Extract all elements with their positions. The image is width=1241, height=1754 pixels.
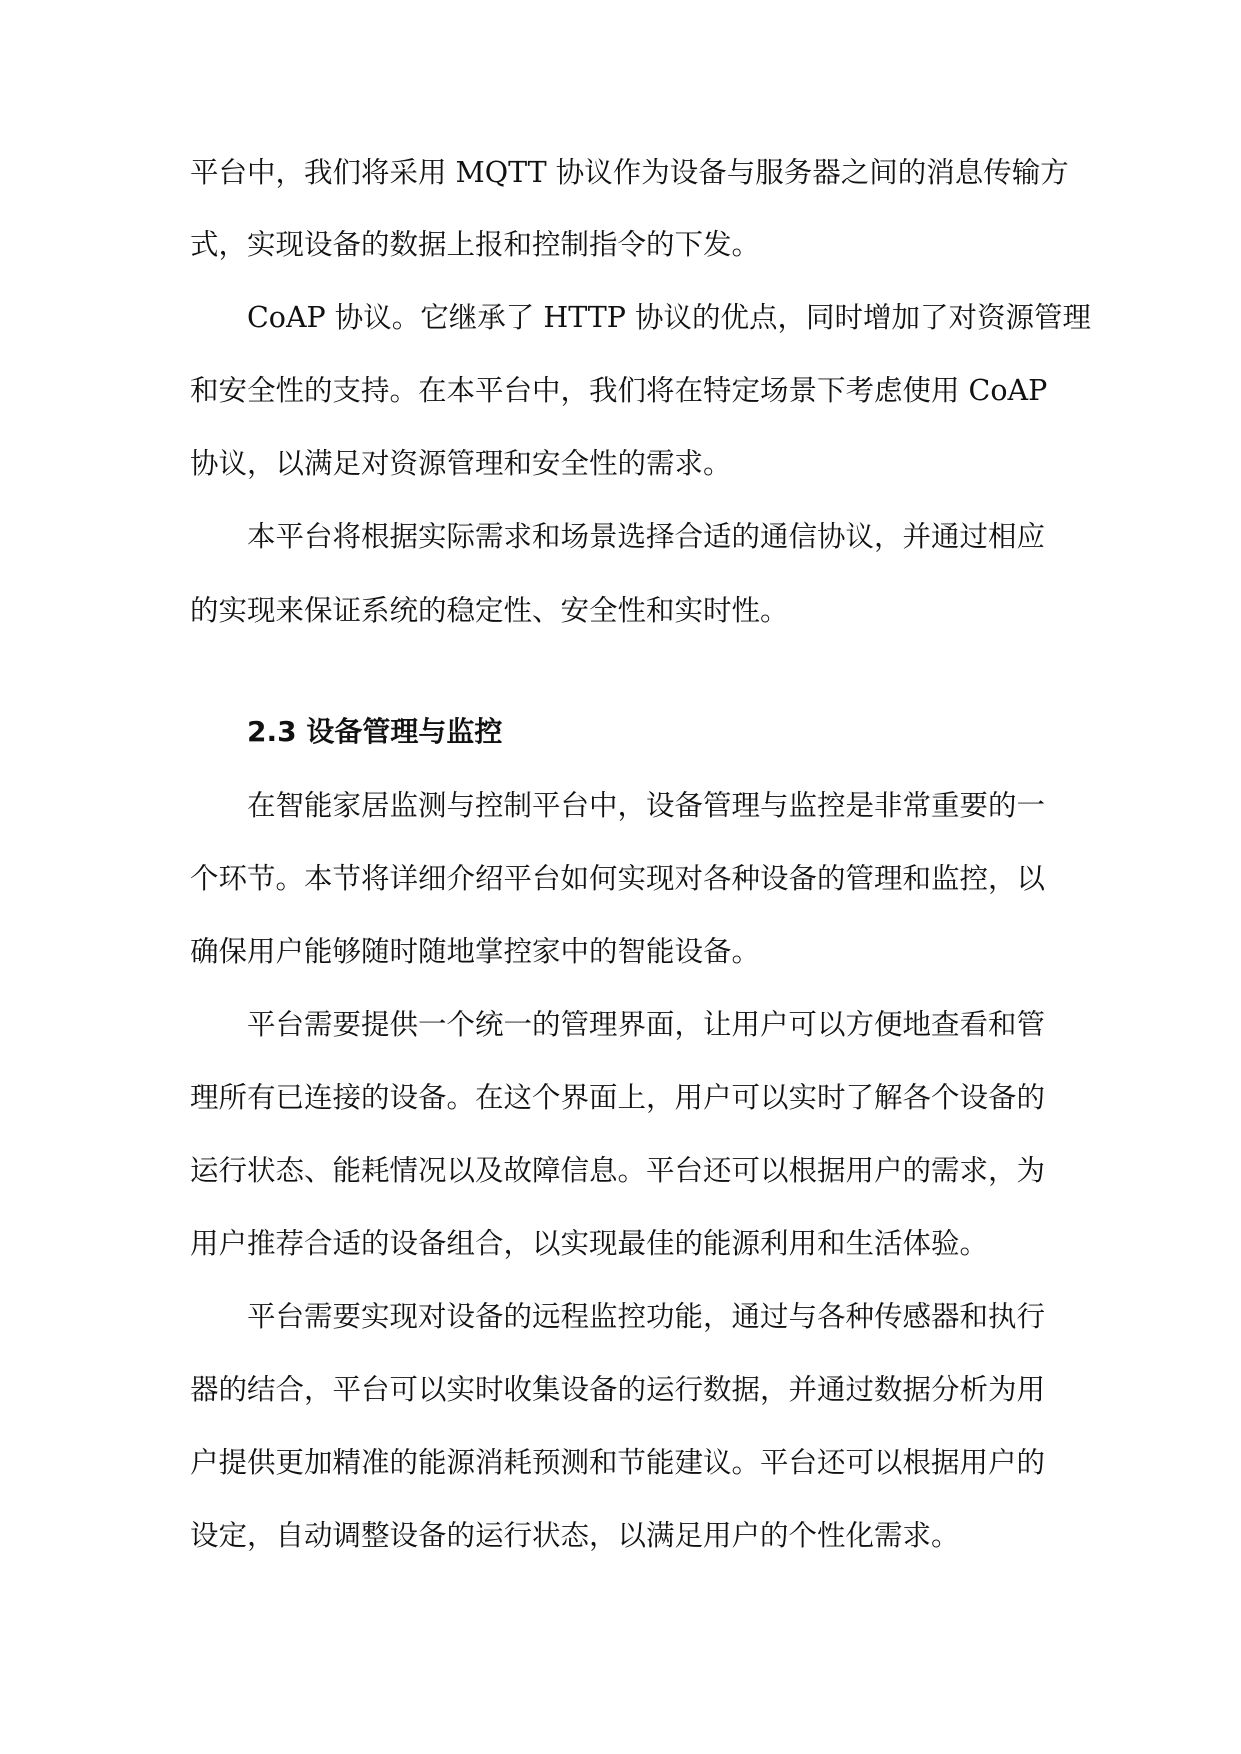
paragraph-line: 协议，以满足对资源管理和安全性的需求。: [190, 447, 732, 480]
paragraph-line: 运行状态、能耗情况以及故障信息。平台还可以根据用户的需求，为: [190, 1154, 1046, 1187]
paragraph-line: 式，实现设备的数据上报和控制指令的下发。: [190, 228, 761, 261]
paragraph-line: 本平台将根据实际需求和场景选择合适的通信协议，并通过相应: [247, 520, 1046, 553]
paragraph-line: 平台中，我们将采用 MQTT 协议作为设备与服务器之间的消息传输方: [190, 156, 1069, 189]
paragraph-line: 确保用户能够随时随地掌控家中的智能设备。: [190, 935, 761, 968]
paragraph-line: 个环节。本节将详细介绍平台如何实现对各种设备的管理和监控，以: [190, 862, 1046, 895]
paragraph-line: 和安全性的支持。在本平台中，我们将在特定场景下考虑使用 CoAP: [190, 374, 1048, 407]
paragraph-line: 户提供更加精准的能源消耗预测和节能建议。平台还可以根据用户的: [190, 1446, 1046, 1479]
paragraph-line: 理所有已连接的设备。在这个界面上，用户可以实时了解各个设备的: [190, 1081, 1046, 1114]
paragraph-line: 器的结合，平台可以实时收集设备的运行数据，并通过数据分析为用: [190, 1373, 1046, 1406]
paragraph-line: 平台需要提供一个统一的管理界面，让用户可以方便地查看和管: [247, 1008, 1046, 1041]
paragraph-line: 平台需要实现对设备的远程监控功能，通过与各种传感器和执行: [247, 1300, 1046, 1333]
paragraph-line: 用户推荐合适的设备组合，以实现最佳的能源利用和生活体验。: [190, 1227, 989, 1260]
paragraph-line: CoAP 协议。它继承了 HTTP 协议的优点，同时增加了对资源管理: [247, 301, 1091, 334]
paragraph-line: 在智能家居监测与控制平台中，设备管理与监控是非常重要的一: [247, 789, 1046, 822]
section-heading: 2.3 设备管理与监控: [247, 715, 503, 748]
paragraph-line: 的实现来保证系统的稳定性、安全性和实时性。: [190, 594, 789, 627]
paragraph-line: 设定，自动调整设备的运行状态，以满足用户的个性化需求。: [190, 1519, 960, 1552]
